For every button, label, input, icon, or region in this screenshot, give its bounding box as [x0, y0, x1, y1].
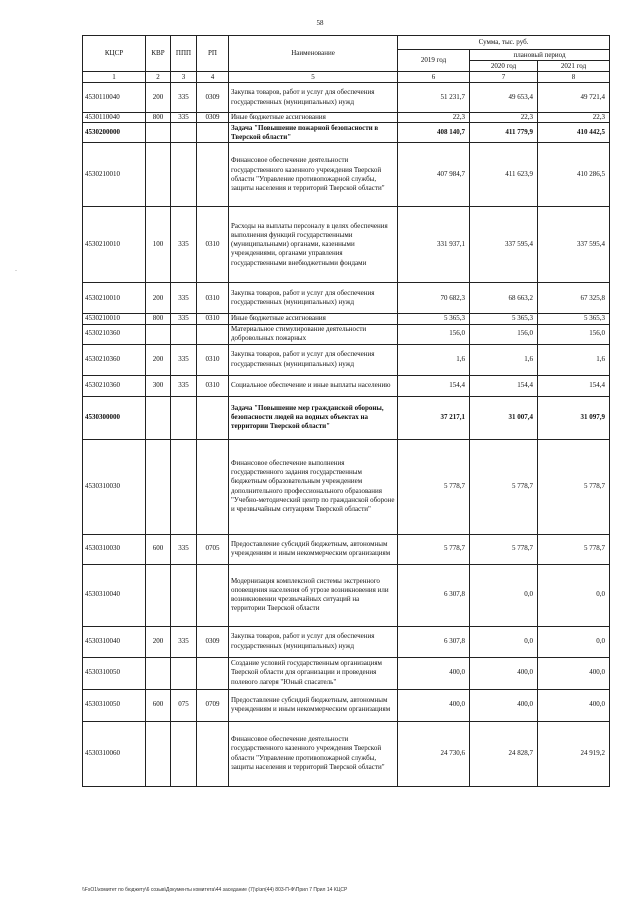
header-2019: 2019 год [398, 50, 470, 72]
cell-value-2021: 5 365,3 [538, 314, 610, 324]
cell-kvr [146, 439, 171, 534]
cell-name: Закупка товаров, работ и услуг для обеспечения государственных (муниципальных) нужд [229, 626, 398, 657]
cell-ppp: 335 [171, 207, 197, 283]
cell-rp [197, 143, 229, 207]
cell-value-2019: 5 365,3 [398, 314, 470, 324]
table-row [83, 657, 610, 689]
cell-rp: 0310 [197, 207, 229, 283]
cell-kcsr: 4530210360 [83, 375, 146, 396]
cell-kcsr: 4530310040 [83, 626, 146, 657]
cell-name: Иные бюджетные ассигнования [229, 113, 398, 123]
cell-name: Иные бюджетные ассигнования [229, 314, 398, 324]
cell-value-2019: 6 307,8 [398, 564, 470, 626]
table-row [83, 83, 610, 113]
cell-value-2019: 22,3 [398, 113, 470, 123]
cell-name: Финансовое обеспечение выполнения государственного задания государственным бюджетным образовательным учреждением дополнительного профессионального образования "Учебно-методический центр по гражданской обороне и чрезвычайным ситуациям Тверской области" [229, 439, 398, 534]
cell-name: Финансовое обеспечение деятельности государственного казенного учреждения Тверской области "Управление противопожарной службы, защиты населения и территорий Тверской области" [229, 721, 398, 786]
cell-value-2019: 400,0 [398, 657, 470, 689]
cell-rp: 0709 [197, 689, 229, 721]
cell-kcsr: 4530310050 [83, 689, 146, 721]
header-ppp: ППП [171, 36, 197, 72]
cell-value-2021: 410 442,5 [538, 123, 610, 143]
cell-value-2021: 154,4 [538, 375, 610, 396]
cell-value-2021: 400,0 [538, 689, 610, 721]
cell-name: Задача "Повышение мер гражданской обороны, безопасности людей на водных объектах на территории Тверской области" [229, 396, 398, 439]
table-row [83, 123, 610, 143]
cell-value-2020: 68 663,2 [470, 283, 538, 314]
cell-ppp [171, 564, 197, 626]
table-row [83, 689, 610, 721]
cell-name: Предоставление субсидий бюджетным, автономным учреждениям и иным некоммерческим организациям [229, 534, 398, 564]
cell-value-2021: 5 778,7 [538, 439, 610, 534]
column-number: 2 [146, 72, 171, 83]
cell-value-2020: 411 623,9 [470, 143, 538, 207]
table-row [83, 721, 610, 786]
budget-table-container [82, 35, 610, 787]
cell-ppp: 075 [171, 689, 197, 721]
table-row [83, 439, 610, 534]
cell-kcsr: 4530110040 [83, 113, 146, 123]
cell-rp [197, 439, 229, 534]
footer-file-path: \\FsO1\комитет по бюджету\6 созыв\Документы комитета\44 заседание (7)\р\зп(44) 803-П-Ф\Прил 7 Прил 14 КЦСР [82, 887, 348, 893]
cell-value-2020: 400,0 [470, 689, 538, 721]
cell-value-2020: 337 595,4 [470, 207, 538, 283]
cell-kvr: 600 [146, 534, 171, 564]
cell-kvr [146, 143, 171, 207]
cell-rp: 0309 [197, 113, 229, 123]
cell-name: Предоставление субсидий бюджетным, автономным учреждениям и иным некоммерческим организациям [229, 689, 398, 721]
table-row [83, 344, 610, 375]
cell-ppp: 335 [171, 314, 197, 324]
table-row [83, 626, 610, 657]
header-kvr: КВР [146, 36, 171, 72]
header-plan-period: плановый период [470, 50, 610, 61]
column-number: 1 [83, 72, 146, 83]
cell-name: Модернизация комплексной системы экстренного оповещения населения об угрозе возникновения или возникновении чрезвычайных ситуаций на территории Тверской области [229, 564, 398, 626]
cell-value-2019: 24 730,6 [398, 721, 470, 786]
column-number: 8 [538, 72, 610, 83]
cell-value-2019: 1,6 [398, 344, 470, 375]
table-row [83, 207, 610, 283]
cell-kvr: 200 [146, 83, 171, 113]
cell-kvr [146, 123, 171, 143]
cell-rp: 0310 [197, 314, 229, 324]
cell-ppp [171, 396, 197, 439]
cell-value-2020: 154,4 [470, 375, 538, 396]
header-name: Наименование [229, 36, 398, 72]
cell-kcsr: 4530210360 [83, 344, 146, 375]
cell-value-2021: 156,0 [538, 324, 610, 344]
cell-kcsr: 4530300000 [83, 396, 146, 439]
header-rp: РП [197, 36, 229, 72]
cell-kvr: 100 [146, 207, 171, 283]
table-row [83, 143, 610, 207]
cell-kcsr: 4530110040 [83, 83, 146, 113]
table-row [83, 314, 610, 324]
table-row [83, 534, 610, 564]
table-body [83, 72, 610, 787]
cell-kcsr: 4530210010 [83, 283, 146, 314]
cell-rp [197, 657, 229, 689]
cell-value-2021: 67 325,8 [538, 283, 610, 314]
cell-value-2021: 1,6 [538, 344, 610, 375]
cell-ppp [171, 143, 197, 207]
cell-kvr: 300 [146, 375, 171, 396]
column-number: 6 [398, 72, 470, 83]
cell-value-2021: 31 097,9 [538, 396, 610, 439]
cell-ppp: 335 [171, 283, 197, 314]
cell-kcsr: 4530310030 [83, 534, 146, 564]
cell-ppp [171, 123, 197, 143]
column-number: 4 [197, 72, 229, 83]
cell-rp [197, 324, 229, 344]
cell-rp: 0310 [197, 375, 229, 396]
cell-kvr: 200 [146, 626, 171, 657]
cell-ppp [171, 324, 197, 344]
cell-ppp: 335 [171, 375, 197, 396]
cell-value-2020: 31 007,4 [470, 396, 538, 439]
table-row [83, 396, 610, 439]
cell-value-2020: 49 653,4 [470, 83, 538, 113]
header-2020: 2020 год [470, 61, 538, 72]
cell-kcsr: 4530210360 [83, 324, 146, 344]
cell-name: Закупка товаров, работ и услуг для обеспечения государственных (муниципальных) нужд [229, 283, 398, 314]
cell-kcsr: 4530200000 [83, 123, 146, 143]
cell-ppp [171, 721, 197, 786]
cell-value-2019: 6 307,8 [398, 626, 470, 657]
cell-name: Закупка товаров, работ и услуг для обеспечения государственных (муниципальных) нужд [229, 83, 398, 113]
cell-value-2020: 5 778,7 [470, 439, 538, 534]
cell-name: Расходы на выплаты персоналу в целях обеспечения выполнения функций государственными (муниципальными) органами, казенными учреждениями, органами управления государственными внебюджетными фондами [229, 207, 398, 283]
cell-name: Финансовое обеспечение деятельности государственного казенного учреждения Тверской области "Управление противопожарной службы, защиты населения и территорий Тверской области" [229, 143, 398, 207]
cell-kvr [146, 396, 171, 439]
cell-name: Материальное стимулирование деятельности добровольных пожарных [229, 324, 398, 344]
column-number: 3 [171, 72, 197, 83]
cell-kcsr: 4530310030 [83, 439, 146, 534]
cell-value-2020: 22,3 [470, 113, 538, 123]
cell-rp [197, 123, 229, 143]
cell-ppp: 335 [171, 113, 197, 123]
cell-kcsr: 4530210010 [83, 314, 146, 324]
cell-kcsr: 4530210010 [83, 143, 146, 207]
cell-kvr [146, 564, 171, 626]
cell-rp [197, 564, 229, 626]
cell-rp [197, 396, 229, 439]
cell-value-2020: 0,0 [470, 626, 538, 657]
cell-rp [197, 721, 229, 786]
budget-table [82, 35, 610, 787]
cell-value-2020: 411 779,9 [470, 123, 538, 143]
table-row [83, 375, 610, 396]
header-kcsr: КЦСР [83, 36, 146, 72]
table-row [83, 283, 610, 314]
cell-value-2019: 51 231,7 [398, 83, 470, 113]
cell-value-2019: 70 682,3 [398, 283, 470, 314]
cell-value-2020: 156,0 [470, 324, 538, 344]
column-number-row [83, 72, 610, 83]
cell-value-2021: 400,0 [538, 657, 610, 689]
cell-value-2019: 400,0 [398, 689, 470, 721]
cell-kvr: 200 [146, 344, 171, 375]
cell-rp: 0310 [197, 283, 229, 314]
cell-ppp [171, 439, 197, 534]
cell-ppp: 335 [171, 534, 197, 564]
cell-rp: 0705 [197, 534, 229, 564]
cell-name: Социальное обеспечение и иные выплаты населению [229, 375, 398, 396]
header-2021: 2021 год [538, 61, 610, 72]
cell-value-2019: 37 217,1 [398, 396, 470, 439]
cell-ppp: 335 [171, 83, 197, 113]
cell-value-2021: 410 286,5 [538, 143, 610, 207]
cell-kcsr: 4530310040 [83, 564, 146, 626]
cell-name: Закупка товаров, работ и услуг для обеспечения государственных (муниципальных) нужд [229, 344, 398, 375]
header-sum: Сумма, тыс. руб. [398, 36, 610, 50]
cell-value-2019: 5 778,7 [398, 439, 470, 534]
cell-kcsr: 4530210010 [83, 207, 146, 283]
table-row [83, 564, 610, 626]
cell-value-2021: 0,0 [538, 626, 610, 657]
cell-value-2021: 337 595,4 [538, 207, 610, 283]
cell-value-2020: 5 778,7 [470, 534, 538, 564]
cell-kvr: 800 [146, 314, 171, 324]
cell-rp: 0309 [197, 626, 229, 657]
cell-value-2021: 5 778,7 [538, 534, 610, 564]
cell-kvr [146, 324, 171, 344]
cell-value-2019: 5 778,7 [398, 534, 470, 564]
cell-value-2021: 22,3 [538, 113, 610, 123]
cell-value-2019: 408 140,7 [398, 123, 470, 143]
cell-value-2020: 0,0 [470, 564, 538, 626]
margin-mark: - [15, 268, 17, 274]
cell-value-2019: 331 937,1 [398, 207, 470, 283]
cell-kvr: 200 [146, 283, 171, 314]
cell-value-2019: 154,4 [398, 375, 470, 396]
cell-rp: 0309 [197, 83, 229, 113]
cell-kvr: 600 [146, 689, 171, 721]
cell-ppp: 335 [171, 344, 197, 375]
cell-value-2020: 24 828,7 [470, 721, 538, 786]
cell-value-2021: 0,0 [538, 564, 610, 626]
cell-name: Задача "Повышение пожарной безопасности в Тверской области" [229, 123, 398, 143]
table-header [83, 36, 610, 72]
cell-value-2020: 1,6 [470, 344, 538, 375]
cell-value-2021: 49 721,4 [538, 83, 610, 113]
table-row [83, 324, 610, 344]
cell-value-2020: 400,0 [470, 657, 538, 689]
table-row [83, 113, 610, 123]
cell-rp: 0310 [197, 344, 229, 375]
cell-kvr [146, 657, 171, 689]
cell-name: Создание условий государственным организациям Тверской области для организации и проведения полевого лагеря "Юный спасатель" [229, 657, 398, 689]
cell-kvr: 800 [146, 113, 171, 123]
cell-ppp [171, 657, 197, 689]
page-number: 58 [316, 19, 324, 27]
cell-kcsr: 4530310060 [83, 721, 146, 786]
cell-value-2019: 407 984,7 [398, 143, 470, 207]
cell-value-2020: 5 365,3 [470, 314, 538, 324]
cell-kvr [146, 721, 171, 786]
cell-kcsr: 4530310050 [83, 657, 146, 689]
column-number: 5 [229, 72, 398, 83]
column-number: 7 [470, 72, 538, 83]
cell-value-2021: 24 919,2 [538, 721, 610, 786]
cell-ppp: 335 [171, 626, 197, 657]
cell-value-2019: 156,0 [398, 324, 470, 344]
